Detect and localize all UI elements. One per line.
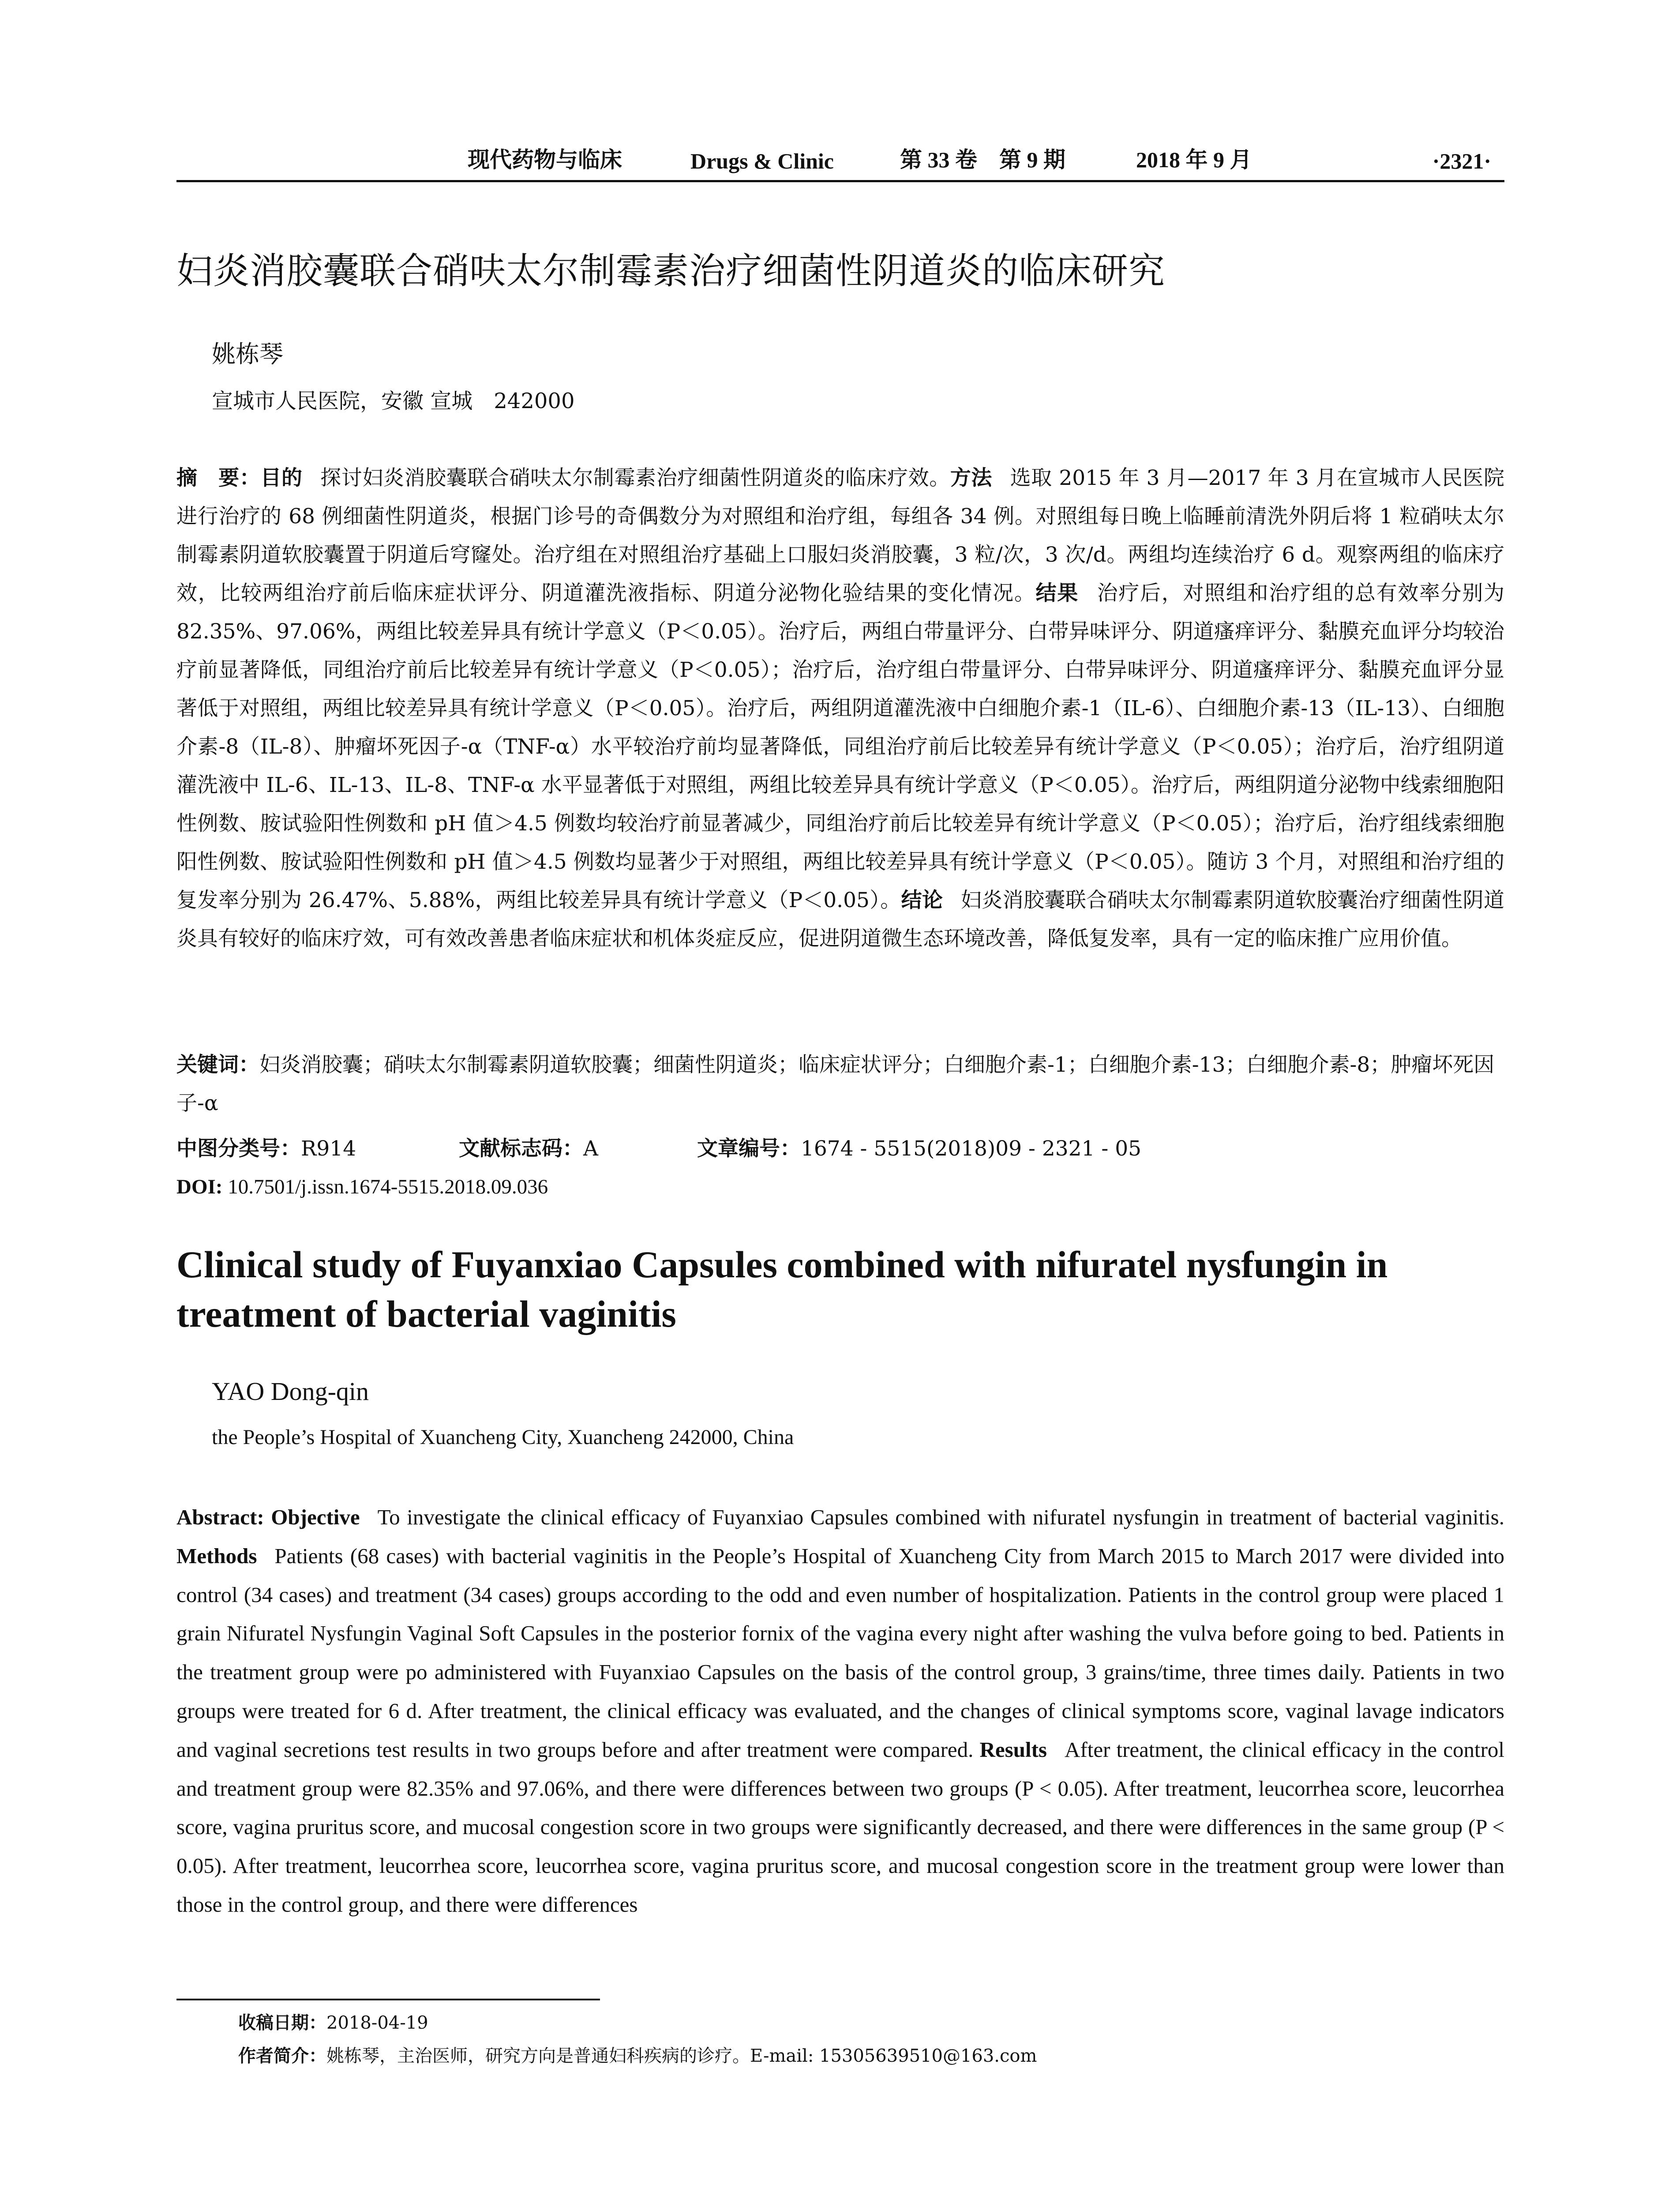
conclusion-label-cn: 结论 bbox=[901, 888, 943, 912]
results-label-cn: 结果 bbox=[1035, 581, 1079, 605]
page-number: ·2321· bbox=[1432, 149, 1491, 173]
clc-value: R914 bbox=[301, 1137, 356, 1161]
keywords-cn bbox=[176, 1046, 1504, 1122]
article-number-label: 文章编号： bbox=[697, 1137, 801, 1161]
keywords-label-cn: 关键词： bbox=[176, 1053, 259, 1077]
clc-label: 中图分类号： bbox=[176, 1137, 301, 1161]
author-cn: 姚栋琴 bbox=[212, 340, 283, 368]
methods-label-cn: 方法 bbox=[950, 466, 993, 490]
bio-value: 姚栋琴，主治医师，研究方向是普通妇科疾病的诊疗。E-mail: 15305639510@163.com bbox=[326, 2046, 1037, 2066]
objective-label-en: Objective bbox=[271, 1505, 360, 1529]
results-text-en: After treatment, the clinical efficacy in the control and treatment group were 82.35% and 97.06%, and there were differences between two groups (P < 0.05). After treatment, leucorrhea score, leucorrhea score, vagina pruritus score, and mucosal congestion score in two groups were significantly decreased, and there were differences in the same group (P < 0.05). After treatment, leucorrhea score, leucorrhea score, vagina pruritus score, and mucosal congestion score in the treatment group were lower than those in the control group, and there were differences bbox=[176, 1737, 1505, 1917]
doc-code-value: A bbox=[583, 1137, 598, 1161]
received-date-footnote bbox=[238, 2010, 428, 2036]
results-text-cn: 治疗后，对照组和治疗组的总有效率分别为 82.35%、97.06%，两组比较差异具有统计学意义（P＜0.05）。治疗后，两组白带量评分、白带异味评分、阴道瘙痒评分、黏膜充血评分均较治疗前显著降低，同组治疗前后比较差异有统计学意义（P＜0.05）；治疗后，治疗组白带量评分、白带异味评分、阴道瘙痒评分、黏膜充血评分显著低于对照组，两组比较差异具有统计学意义（P＜0.05）。治疗后，两组阴道灌洗液中白细胞介素-1（IL-6）、白细胞介素-13（IL-13）、白细胞介素-8（IL-8）、肿瘤坏死因子-α（TNF-α）水平较治疗前均显著降低，同组治疗前后比较差异有统计学意义（P＜0.05）；治疗后，治疗组阴道灌洗液中 IL-6、IL-13、IL-8、TNF-α 水平显著低于对照组，两组比较差异具有统计学意义（P＜0.05）。治疗后，两组阴道分泌物中线索细胞阳性例数、胺试验阳性例数和 pH 值＞4.5 例数均较治疗前显著减少，同组治疗前后比较差异有统计学意义（P＜0.05）；治疗后，治疗组线索细胞阳性例数、胺试验阳性例数和 pH 值＞4.5 例数均显著少于对照组，两组比较差异具有统计学意义（P＜0.05）。随访 3 个月，对照组和治疗组的复发率分别为 26.47%、5.88%，两组比较差异具有统计学意义（P＜0.05）。 bbox=[176, 581, 1505, 912]
doi-value: 10.7501/j.issn.1674-5515.2018.09.036 bbox=[228, 1175, 548, 1198]
keywords-text-cn: 妇炎消胶囊；硝呋太尔制霉素阴道软胶囊；细菌性阴道炎；临床症状评分；白细胞介素-1；白细胞介素-13；白细胞介素-8；肿瘤坏死因子-α bbox=[176, 1053, 1495, 1115]
affiliation-cn: 宣城市人民医院，安徽 宣城 242000 bbox=[212, 389, 575, 413]
received-label: 收稿日期： bbox=[238, 2013, 326, 2033]
doc-code-label: 文献标志码： bbox=[459, 1137, 583, 1161]
running-header bbox=[176, 140, 1504, 182]
received-value: 2018-04-19 bbox=[326, 2013, 428, 2033]
article-number-value: 1674 - 5515(2018)09 - 2321 - 05 bbox=[801, 1137, 1142, 1161]
clc-field bbox=[176, 1137, 356, 1161]
volume-issue: 第 33 卷 第 9 期 bbox=[900, 147, 1065, 172]
issue-date: 2018 年 9 月 bbox=[1136, 147, 1252, 172]
abstract-en bbox=[176, 1498, 1504, 1924]
article-number-field bbox=[697, 1129, 1141, 1168]
doi-line bbox=[176, 1168, 548, 1206]
objective-text-cn: 探讨妇炎消胶囊联合硝呋太尔制霉素治疗细菌性阴道炎的临床疗效。 bbox=[320, 466, 950, 490]
objective-label-cn: 目的 bbox=[260, 466, 303, 490]
journal-name-cn: 现代药物与临床 bbox=[468, 147, 622, 172]
methods-text-cn: 选取 2015 年 3 月—2017 年 3 月在宣城市人民医院进行治疗的 68 例细菌性阴道炎，根据门诊号的奇偶数分为对照组和治疗组，每组各 34 例。对照组每日晚上临睡前清洗外阴后将 1 粒硝呋太尔制霉素阴道软胶囊置于阴道后穹窿处。治疗组在对照组治疗基础上口服妇炎消胶囊，3 粒/次，3 次/d。两组均连续治疗 6 d。观察两组的临床疗效，比较两组治疗前后临床症状评分、阴道灌洗液指标、阴道分泌物化验结果的变化情况。 bbox=[176, 466, 1505, 605]
results-label-en: Results bbox=[979, 1737, 1047, 1762]
article-title-cn: 妇炎消胶囊联合硝呋太尔制霉素治疗细菌性阴道炎的临床研究 bbox=[176, 250, 1166, 292]
classification-line bbox=[176, 1129, 1504, 1168]
abstract-cn bbox=[176, 459, 1504, 958]
objective-text-en: To investigate the clinical efficacy of Fuyanxiao Capsules combined with nifuratel nysfungin in treatment of bacterial vaginitis. bbox=[377, 1505, 1505, 1529]
conclusion-text-cn: 妇炎消胶囊联合硝呋太尔制霉素阴道软胶囊治疗细菌性阴道炎具有较好的临床疗效，可有效改善患者临床症状和机体炎症反应，促进阴道微生态环境改善，降低复发率，具有一定的临床推广应用价值。 bbox=[176, 888, 1505, 951]
doc-code-field bbox=[459, 1129, 598, 1168]
author-bio-footnote bbox=[238, 2043, 1037, 2069]
doi-label: DOI: bbox=[176, 1175, 223, 1198]
abstract-label-en: Abstract: bbox=[176, 1505, 264, 1529]
footnote-divider bbox=[176, 1999, 600, 2000]
bio-label: 作者简介： bbox=[238, 2046, 326, 2066]
author-en: YAO Dong-qin bbox=[212, 1377, 369, 1406]
article-title-en: Clinical study of Fuyanxiao Capsules combined with nifuratel nysfungin in treatment of bacterial vaginitis bbox=[176, 1243, 1388, 1335]
methods-label-en: Methods bbox=[176, 1543, 257, 1568]
methods-text-en: Patients (68 cases) with bacterial vaginitis in the People’s Hospital of Xuancheng City from March 2015 to March 2017 were divided into control (34 cases) and treatment (34 cases) groups according to the odd and even number of hospitalization. Patients in the control group were placed 1 grain Nifuratel Nysfungin Vaginal Soft Capsules in the posterior fornix of the vagina every night after washing the vulva before going to bed. Patients in the treatment group were po administered with Fuyanxiao Capsules on the basis of the control group, 3 grains/time, three times daily. Patients in two groups were treated for 6 d. After treatment, the clinical efficacy was evaluated, and the changes of clinical symptoms score, vaginal lavage indicators and vaginal secretions test results in two groups before and after treatment were compared. bbox=[176, 1543, 1504, 1762]
affiliation-en: the People’s Hospital of Xuancheng City, Xuancheng 242000, China bbox=[212, 1426, 794, 1449]
journal-name-en: Drugs & Clinic bbox=[690, 149, 834, 173]
abstract-label-cn: 摘 要： bbox=[176, 466, 261, 490]
